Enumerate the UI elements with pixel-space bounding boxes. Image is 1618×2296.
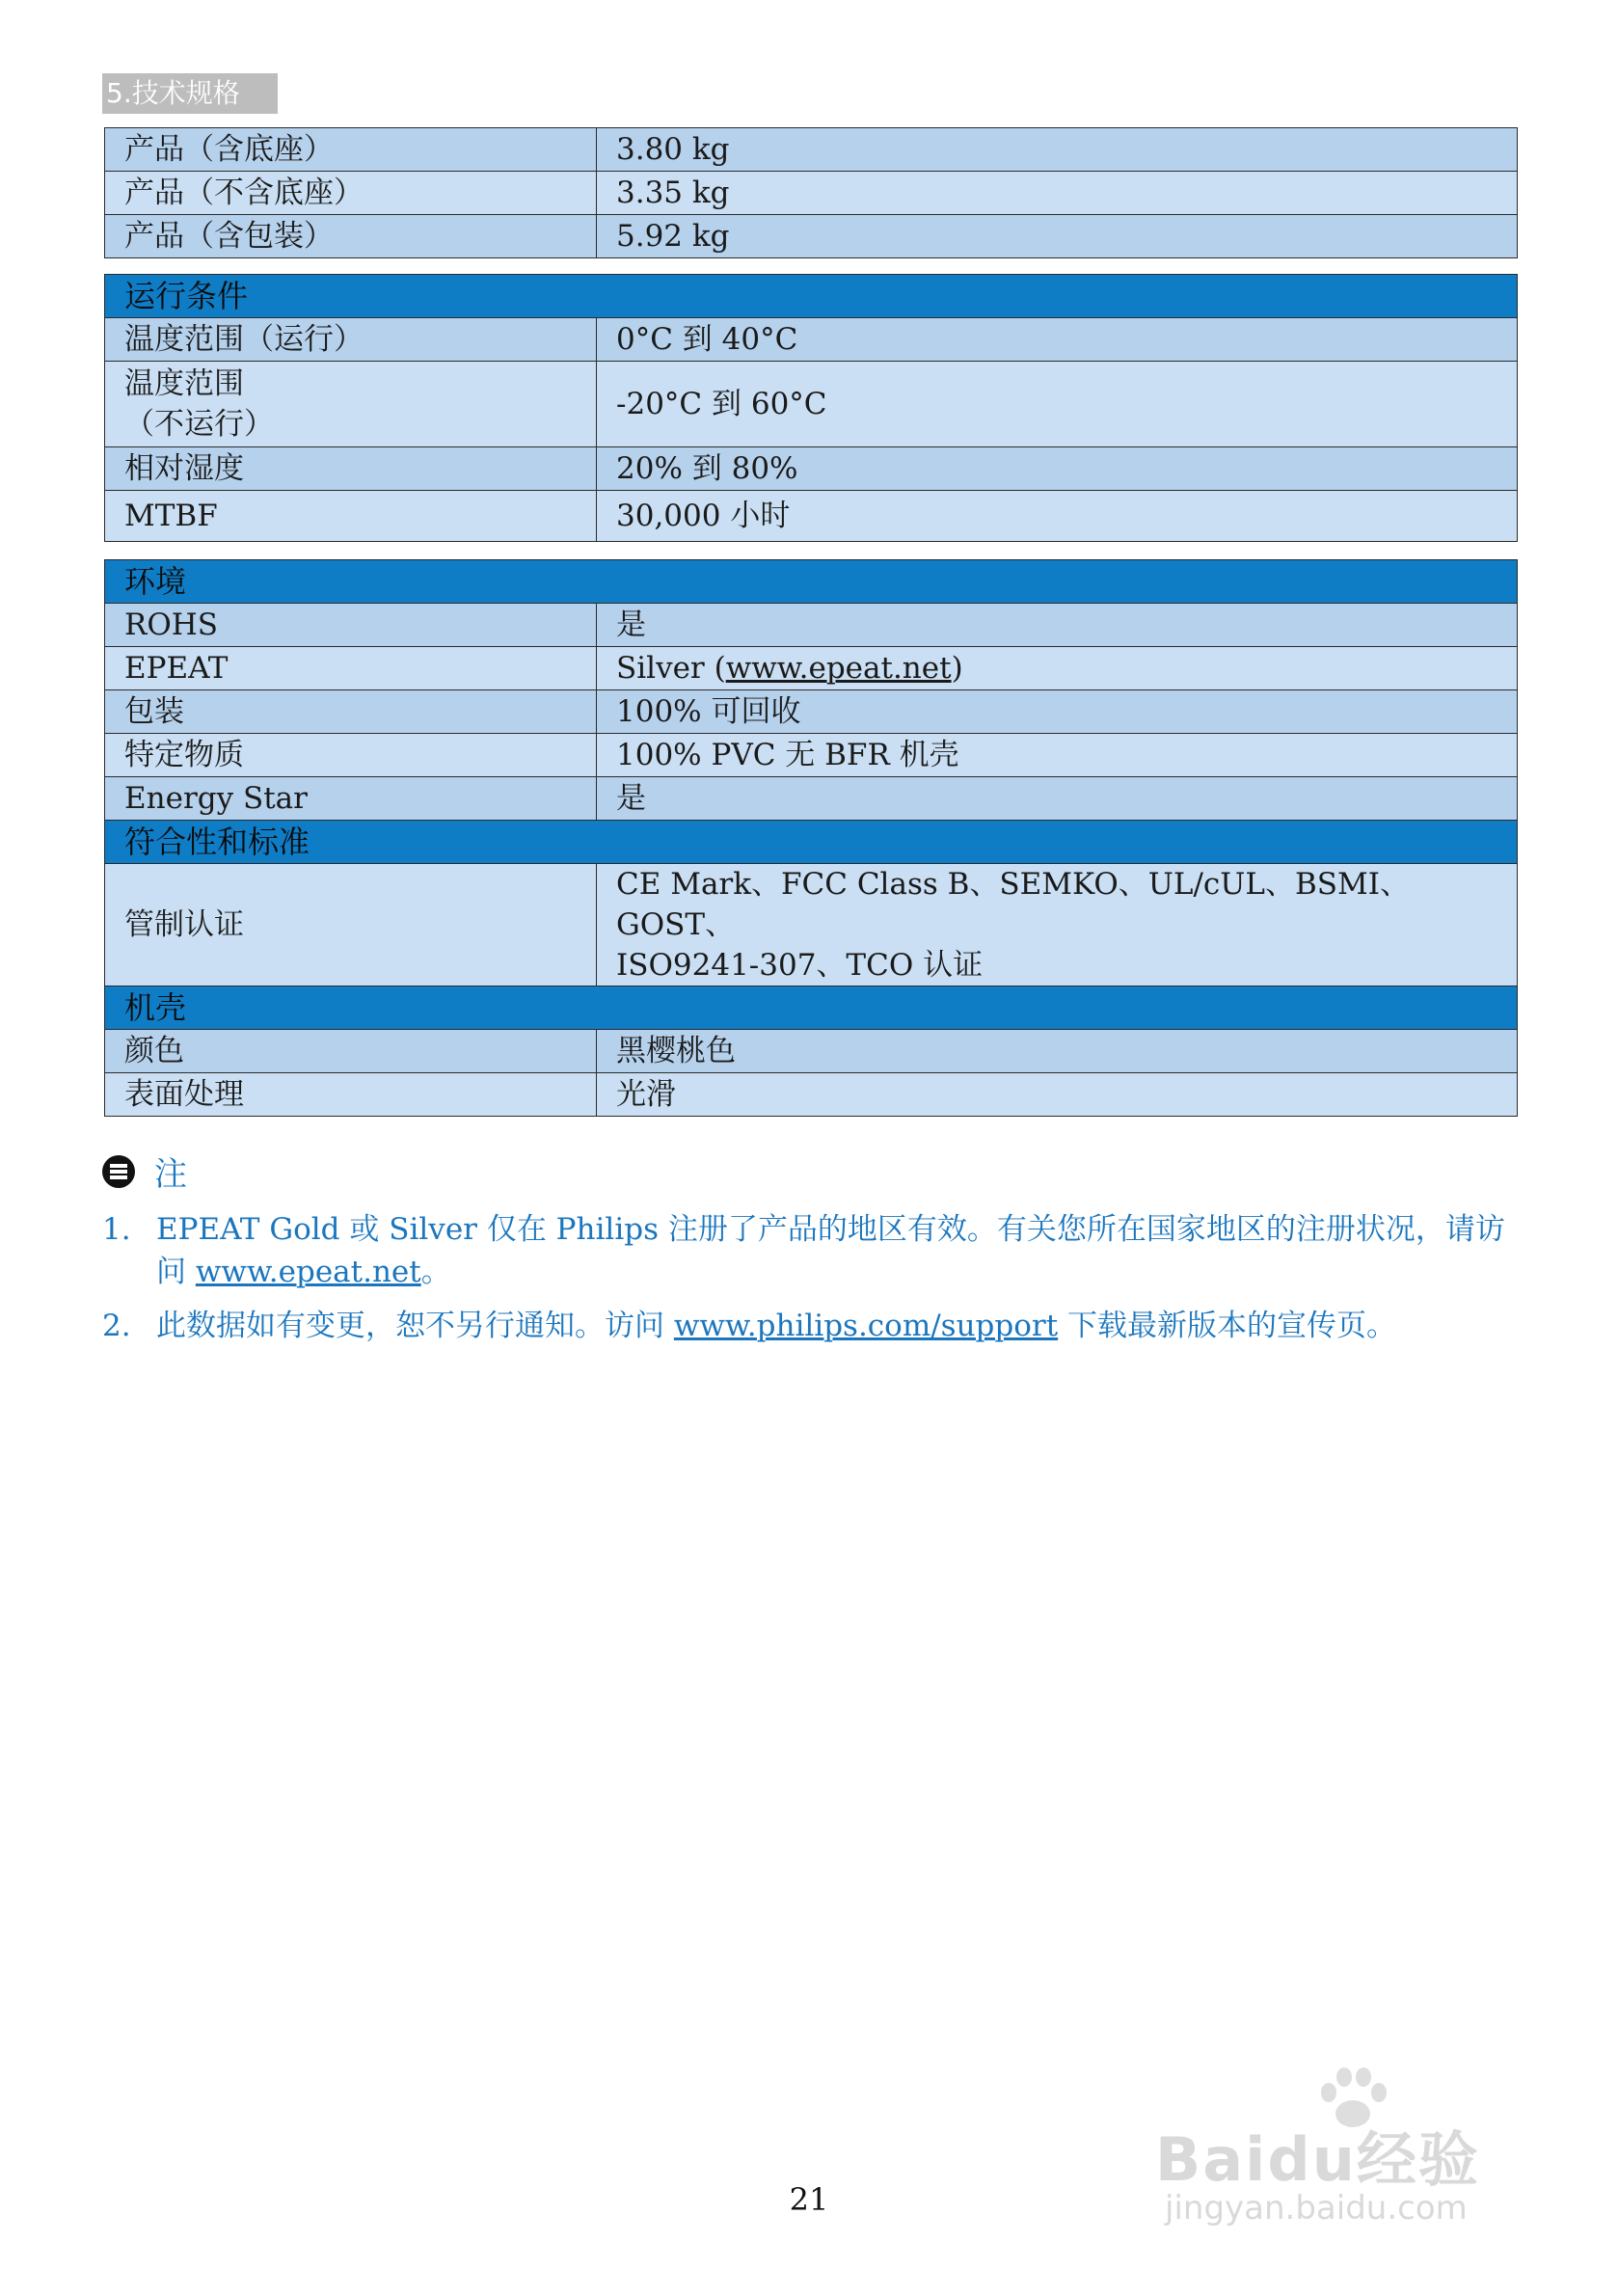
spec-label: 产品（含包装） <box>105 215 597 258</box>
spec-value: 100% 可回收 <box>597 690 1518 734</box>
spec-value <box>597 647 1518 690</box>
spec-label: 温度范围（运行） <box>105 318 597 362</box>
spec-value: 5.92 kg <box>597 215 1518 258</box>
spec-label: 管制认证 <box>105 864 597 986</box>
table-row <box>105 864 1518 986</box>
spec-value: 3.80 kg <box>597 128 1518 172</box>
table-row <box>105 215 1518 258</box>
environment-table <box>104 559 1518 1117</box>
section-header-row <box>105 986 1518 1030</box>
table-row <box>105 647 1518 690</box>
table-row <box>105 447 1518 491</box>
epeat-note-link[interactable]: www.epeat.net <box>195 1255 421 1289</box>
table-row <box>105 734 1518 777</box>
note-text <box>156 1305 1520 1347</box>
table-row <box>105 491 1518 542</box>
compliance-line: CE Mark、FCC Class B、SEMKO、UL/cUL、BSMI、GOST、 <box>616 867 1410 942</box>
list-item <box>102 1305 1520 1347</box>
spec-label-line: （不运行） <box>124 407 274 442</box>
table-row <box>105 1030 1518 1073</box>
table-row <box>105 1073 1518 1117</box>
table-row <box>105 690 1518 734</box>
spec-value: -20°C 到 60°C <box>597 362 1518 447</box>
spec-value: 100% PVC 无 BFR 机壳 <box>597 734 1518 777</box>
philips-support-link[interactable]: www.philips.com/support <box>673 1309 1059 1343</box>
section-header-row <box>105 275 1518 318</box>
note-icon <box>102 1155 135 1188</box>
operating-header: 运行条件 <box>105 275 1518 318</box>
spec-value: 20% 到 80% <box>597 447 1518 491</box>
environment-header: 环境 <box>105 560 1518 604</box>
spec-label: Energy Star <box>105 777 597 821</box>
spec-value: 光滑 <box>597 1073 1518 1117</box>
compliance-line: ISO9241-307、TCO 认证 <box>616 948 984 983</box>
epeat-link[interactable]: www.epeat.net <box>725 651 952 686</box>
note-text-b: 。 <box>420 1255 451 1289</box>
weight-table <box>104 127 1518 258</box>
table-row <box>105 604 1518 647</box>
spec-value: 3.35 kg <box>597 172 1518 215</box>
watermark-brand: Baidu经验 <box>1155 2124 1480 2195</box>
notes-heading <box>102 1148 1520 1195</box>
note-number: 1. <box>102 1212 131 1247</box>
spec-label: 产品（含底座） <box>105 128 597 172</box>
cabinet-header: 机壳 <box>105 986 1518 1030</box>
spec-label: 颜色 <box>105 1030 597 1073</box>
spec-value: 是 <box>597 604 1518 647</box>
spec-value: 0°C 到 40°C <box>597 318 1518 362</box>
table-row <box>105 128 1518 172</box>
list-item <box>102 1208 1520 1293</box>
spec-label: 表面处理 <box>105 1073 597 1117</box>
note-text-a: EPEAT Gold 或 Silver 仅在 Philips 注册了产品的地区有效。有关您所在国家地区的注册状况，请访问 <box>156 1212 1505 1289</box>
notes-list <box>102 1208 1520 1347</box>
spec-value: 黑樱桃色 <box>597 1030 1518 1073</box>
spec-value: 30,000 小时 <box>597 491 1518 542</box>
note-text-b: 下载最新版本的宣传页。 <box>1058 1309 1397 1343</box>
note-number: 2. <box>102 1309 131 1343</box>
epeat-suffix: ) <box>951 651 963 686</box>
spec-label: 包装 <box>105 690 597 734</box>
table-row <box>105 318 1518 362</box>
spec-value: 是 <box>597 777 1518 821</box>
table-row <box>105 362 1518 447</box>
watermark-site: jingyan.baidu.com <box>1165 2189 1468 2228</box>
notes-title: 注 <box>154 1155 187 1194</box>
operating-table <box>104 274 1518 542</box>
section-header-row <box>105 821 1518 864</box>
table-row <box>105 777 1518 821</box>
compliance-header: 符合性和标准 <box>105 821 1518 864</box>
epeat-prefix: Silver ( <box>616 651 726 686</box>
spec-value <box>597 864 1518 986</box>
section-title: 5.技术规格 <box>102 73 278 114</box>
spec-label-line: 温度范围 <box>124 366 244 401</box>
spec-label: 特定物质 <box>105 734 597 777</box>
spec-label: 相对湿度 <box>105 447 597 491</box>
spec-label: MTBF <box>105 491 597 542</box>
note-text-a: 此数据如有变更，恕不另行通知。访问 <box>156 1309 674 1343</box>
section-header-row <box>105 560 1518 604</box>
table-row <box>105 172 1518 215</box>
spec-label: EPEAT <box>105 647 597 690</box>
spec-label: ROHS <box>105 604 597 647</box>
spec-label: 产品（不含底座） <box>105 172 597 215</box>
notes-section <box>102 1148 1520 1359</box>
spec-label <box>105 362 597 447</box>
page-number: 21 <box>789 2181 829 2218</box>
note-text <box>156 1208 1520 1293</box>
